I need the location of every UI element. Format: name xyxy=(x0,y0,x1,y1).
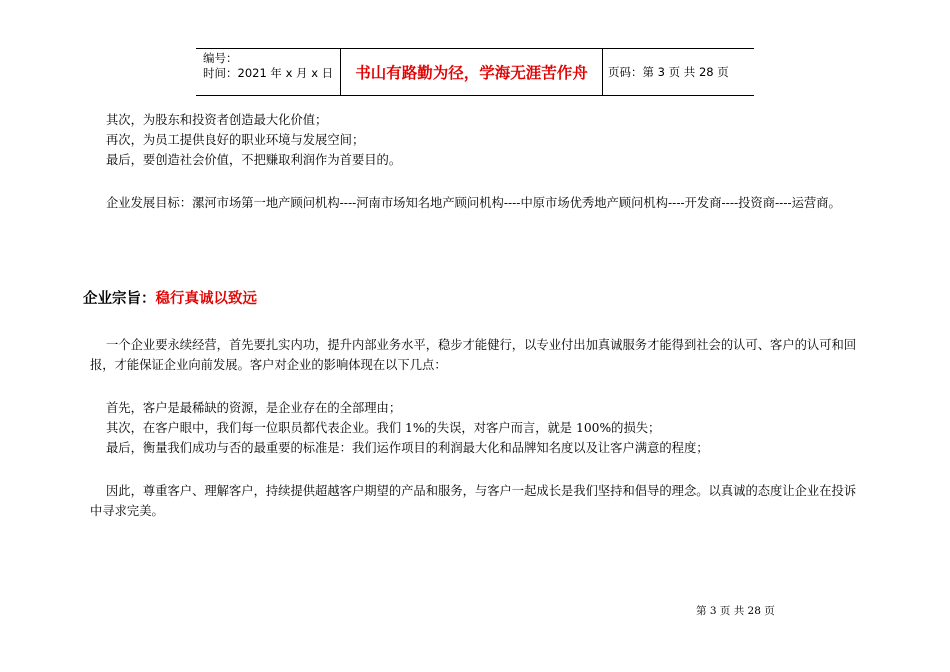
page-header xyxy=(196,48,754,96)
purpose-heading-value: 稳行真诚以致远 xyxy=(155,291,257,307)
header-info-cell xyxy=(196,49,341,95)
section1-line-3: 最后，要创造社会价值，不把赚取利润作为首要目的。 xyxy=(106,153,402,167)
point-line-1: 首先，客户是最稀缺的资源，是企业存在的全部理由； xyxy=(106,401,402,415)
header-motto: 书山有路勤为径，学海无涯苦作舟 xyxy=(341,49,603,95)
purpose-heading xyxy=(83,287,257,308)
header-number: 编号： xyxy=(203,51,238,65)
goal-paragraph: 企业发展目标：漯河市场第一地产顾问机构----河南市场知名地产顾问机构----中原市场优秀地产顾问机构----开发商----投资商----运营商。 xyxy=(106,196,841,210)
section1-line-2: 再次，为员工提供良好的职业环境与发展空间； xyxy=(106,133,365,147)
header-time: 时间：2021 年 x 月 x 日 xyxy=(203,66,334,80)
point-line-3: 最后，衡量我们成功与否的最重要的标准是：我们运作项目的利润最大化和品牌知名度以及让客户满意的程度； xyxy=(106,441,709,455)
conclusion-paragraph: 因此，尊重客户、理解客户，持续提供超越客户期望的产品和服务，与客户一起成长是我们坚持和倡导的理念。以真诚的态度让企业在投诉中寻求完美。 xyxy=(90,484,857,518)
purpose-heading-label: 企业宗旨： xyxy=(83,291,156,307)
header-page: 页码：第 3 页 共 28 页 xyxy=(608,65,729,79)
page-footer: 第 3 页 共 28 页 xyxy=(696,605,775,617)
section1-line-1: 其次，为股东和投资者创造最大化价值； xyxy=(106,113,328,127)
purpose-paragraph: 一个企业要永续经营，首先要扎实内功，提升内部业务水平，稳步才能健行，以专业付出加真诚服务才能得到社会的认可、客户的认可和回报，才能保证企业向前发展。客户对企业的影响体现在以下几点： xyxy=(90,338,857,372)
point-line-2: 其次，在客户眼中，我们每一位职员都代表企业。我们 1%的失误，对客户而言，就是 100%的损失； xyxy=(106,421,661,435)
